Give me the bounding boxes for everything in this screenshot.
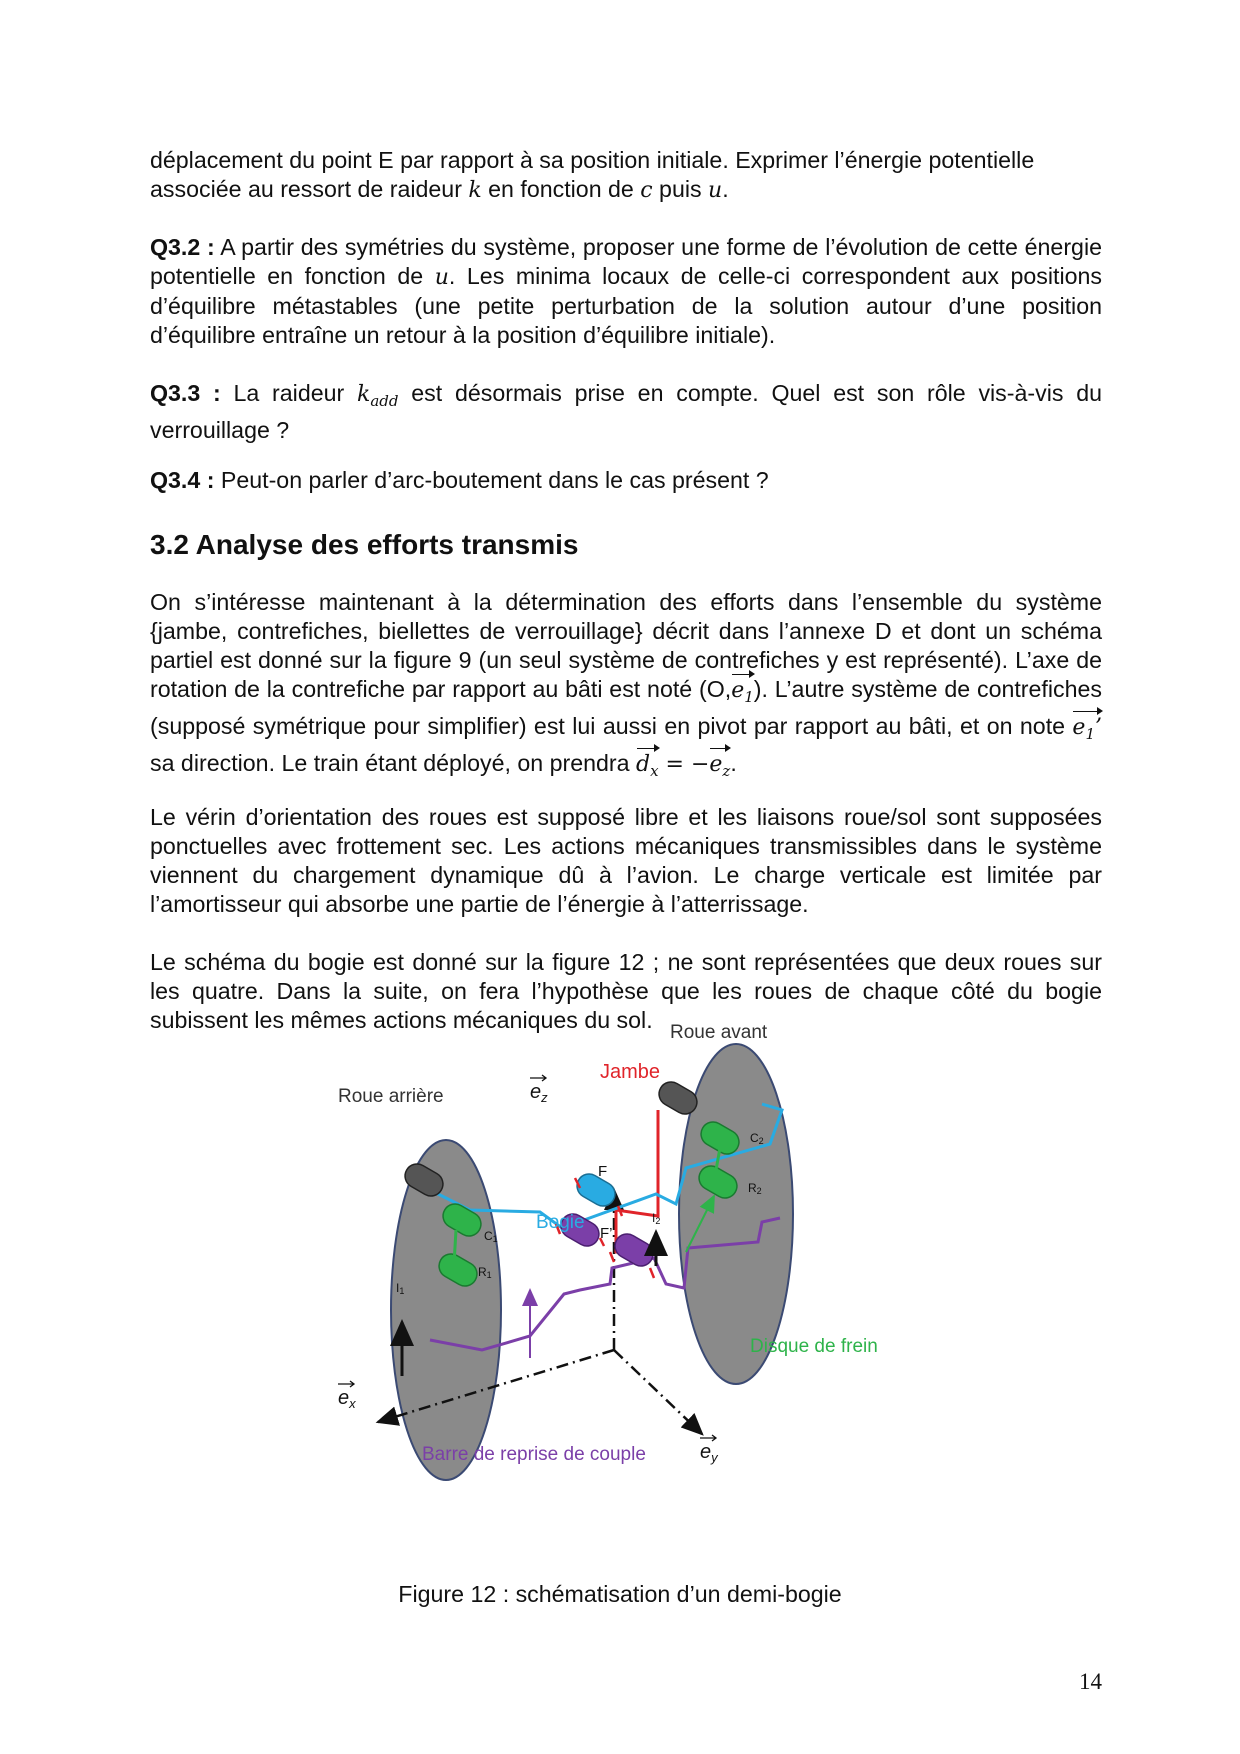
page-number: 14 — [1079, 1669, 1102, 1694]
question-label: Q3.2 : — [150, 234, 215, 260]
axis-ey-line — [614, 1350, 702, 1434]
brake-link-rear — [454, 1230, 456, 1264]
question-3-3: Q3.3 : La raideur $k_{add}$ est désormais prise en compte. Quel est son rôle vis-à-vis du verrouillage ? — [150, 380, 1103, 443]
paragraph-efforts: On s’intéresse maintenant à la détermination des efforts dans l’ensemble du système {jambe, contrefiches, biellettes de verrouillage} décrit dans l’annexe D et dont un schéma partiel est donné sur la figure 9 (un seul système de contrefiches y est représenté). L’axe de rotation de la contrefiche par rapport au bâti est noté $(O,e_1)$. L’autre système de contrefiches (supposé symétrique pour simplifier) est lui aussi en pivot par rapport au bâti, et on note $e_1$’ sa direction. Le train étant déployé, on prendra $d_x = -e_z$. — [150, 588, 1102, 786]
math-k-add: $k_{add}$ — [357, 382, 399, 410]
paragraph-bogie: Le schéma du bogie est donné sur la figure 12 ; ne sont représentées que deux roues sur les quatre. Dans la suite, on fera l’hypothèse que les roues de chaque côté du bogie subissent les mêmes actions mécaniques du sol. — [150, 949, 1102, 1033]
figure-caption: Figure 12 : schématisation d’un demi-bogie — [398, 1581, 842, 1607]
vector-ez: $e_z$ — [709, 750, 730, 786]
vector-e1-prime: $e_1$’ — [1072, 713, 1102, 749]
vector-e1: $e_1$ — [731, 676, 754, 712]
front-wheel — [679, 1044, 793, 1384]
point-R1: R1 — [478, 1265, 492, 1280]
vector-dx: $d_x$ — [636, 750, 659, 786]
math-u: u — [434, 265, 449, 290]
bogie-pivot-cylinder — [573, 1170, 620, 1211]
jambe-structure — [616, 1110, 661, 1256]
question-label: Q3.4 : — [150, 467, 215, 493]
point-I2: I2 — [652, 1211, 661, 1226]
label-barre-reprise: Barre de reprise de couple — [422, 1444, 646, 1465]
math-k: k — [468, 178, 482, 203]
intro-paragraph: déplacement du point E par rapport à sa position initiale. Exprimer l’énergie potentielle associée au ressort de raideur k en fonction de c puis u. — [150, 147, 1035, 203]
label-bogie: Bogie — [536, 1212, 585, 1233]
point-C1: C1 — [484, 1229, 498, 1244]
axis-label-ey: $e_y$ — [700, 1441, 718, 1465]
intro-line-1: déplacement du point E par rapport à sa position initiale. Exprimer l’énergie potentielle — [150, 147, 1035, 173]
point-R2: R2 — [748, 1181, 762, 1196]
question-label: Q3.3 : — [150, 380, 221, 406]
axis-label-ez: $e_z$ — [530, 1081, 548, 1105]
figure-demi-bogie — [338, 1022, 920, 1560]
question-3-4: Q3.4 : Peut-on parler d’arc-boutement dans le cas présent ? — [150, 467, 769, 493]
point-C2: C2 — [750, 1131, 764, 1146]
point-F-prime: F’ — [600, 1225, 613, 1242]
point-F: F — [598, 1163, 608, 1180]
point-I1: I1 — [396, 1281, 405, 1296]
label-jambe: Jambe — [600, 1061, 661, 1083]
torque-cylinder-2 — [611, 1230, 658, 1271]
axis-label-ex: $e_x$ — [338, 1387, 356, 1411]
math-c: c — [640, 178, 653, 203]
paragraph-verin: Le vérin d’orientation des roues est supposé libre et les liaisons roue/sol sont supposées ponctuelles avec frottement sec. Les actions mécaniques transmissibles dans le système viennent du chargement dynamique dû à l’avion. Le charge verticale est limitée par l’amortisseur qui absorbe une partie de l’énergie à l’atterrissage. — [150, 804, 1102, 917]
math-u: u — [708, 178, 723, 203]
question-3-2: Q3.2 : A partir des symétries du système, proposer une forme de l’évolution de cette énergie potentielle en fonction de u. Les minima locaux de celle-ci correspondent aux positions d’équilibre métastables (une petite perturbation de la solution autour d’une position d’équilibre entraîne un retour à la position d’équilibre initiale). — [150, 234, 1102, 348]
label-roue-avant: Roue avant — [670, 1022, 768, 1043]
section-heading: 3.2 Analyse des efforts transmis — [150, 529, 579, 560]
rear-wheel — [391, 1140, 501, 1480]
label-roue-arriere: Roue arrière — [338, 1086, 444, 1107]
label-disque-de-frein: Disque de frein — [750, 1336, 878, 1357]
